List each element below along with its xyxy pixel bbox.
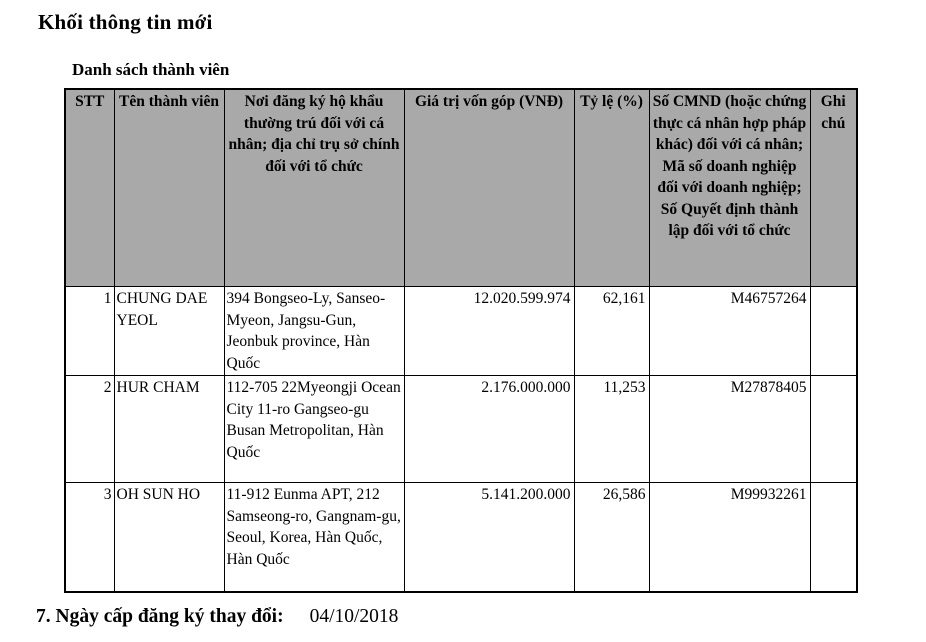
cell-member-name: HUR CHAM xyxy=(114,376,224,483)
cell-id-number: M46757264 xyxy=(649,287,810,376)
header-note: Ghi chú xyxy=(810,89,857,287)
cell-ratio: 26,586 xyxy=(574,483,649,593)
cell-capital-value: 5.141.200.000 xyxy=(404,483,574,593)
cell-stt: 1 xyxy=(65,287,114,376)
member-table-body xyxy=(65,287,857,593)
registration-date-line xyxy=(36,606,398,628)
cell-member-name: CHUNG DAE YEOL xyxy=(114,287,224,376)
header-member-name: Tên thành viên xyxy=(114,89,224,287)
cell-id-number: M27878405 xyxy=(649,376,810,483)
cell-address: 11-912 Eunma APT, 212 Samseong-ro, Gangnam-gu, Seoul, Korea, Hàn Quốc, Hàn Quốc xyxy=(224,483,404,593)
cell-capital-value: 2.176.000.000 xyxy=(404,376,574,483)
cell-note xyxy=(810,376,857,483)
cell-address: 112-705 22Myeongji Ocean City 11-ro Gangseo-gu Busan Metropolitan, Hàn Quốc xyxy=(224,376,404,483)
registration-date-value: 04/10/2018 xyxy=(309,606,399,627)
cell-stt: 2 xyxy=(65,376,114,483)
cell-capital-value: 12.020.599.974 xyxy=(404,287,574,376)
member-table xyxy=(64,88,858,593)
header-ratio: Tỷ lệ (%) xyxy=(574,89,649,287)
table-row xyxy=(65,483,857,593)
registration-date-label: 7. Ngày cấp đăng ký thay đổi: xyxy=(36,606,284,627)
header-id-number: Số CMND (hoặc chứng thực cá nhân hợp pháp khác) đối với cá nhân; Mã số doanh nghiệp đối với doanh nghiệp; Số Quyết định thành lập đối với tổ chức xyxy=(649,89,810,287)
header-address: Nơi đăng ký hộ khẩu thường trú đối với cá nhân; địa chỉ trụ sở chính đối với tổ chức xyxy=(224,89,404,287)
member-table-caption: Danh sách thành viên xyxy=(72,60,230,79)
member-table-header xyxy=(65,89,857,287)
cell-address: 394 Bongseo-Ly, Sanseo-Myeon, Jangsu-Gun, Jeonbuk province, Hàn Quốc xyxy=(224,287,404,376)
cell-member-name: OH SUN HO xyxy=(114,483,224,593)
header-row xyxy=(65,89,857,287)
section-title: Khối thông tin mới xyxy=(38,10,213,34)
cell-note xyxy=(810,483,857,593)
cell-note xyxy=(810,287,857,376)
cell-id-number: M99932261 xyxy=(649,483,810,593)
header-stt: STT xyxy=(65,89,114,287)
header-capital-value: Giá trị vốn góp (VNĐ) xyxy=(404,89,574,287)
table-row xyxy=(65,376,857,483)
cell-stt: 3 xyxy=(65,483,114,593)
cell-ratio: 11,253 xyxy=(574,376,649,483)
cell-ratio: 62,161 xyxy=(574,287,649,376)
table-row xyxy=(65,287,857,376)
